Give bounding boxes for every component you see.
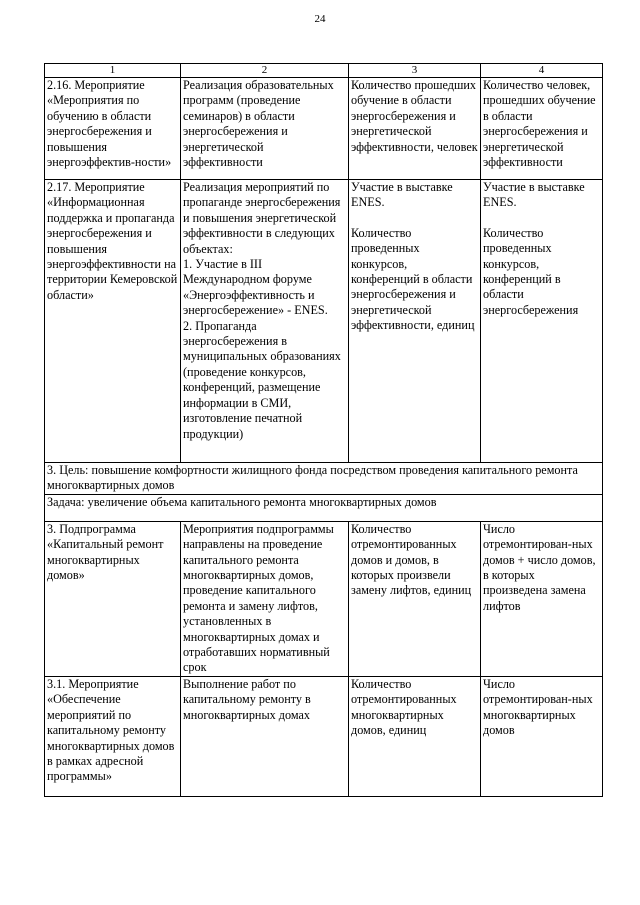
header-col-3: 3 xyxy=(349,64,481,78)
task-text: Задача: увеличение объема капитального ремонта многоквартирных домов xyxy=(45,494,603,521)
indicator-name-cell: Количество прошедших обучение в области энергосбережения и энергетической эффективности, человек xyxy=(349,78,481,180)
table-header-row xyxy=(45,64,603,78)
task-row xyxy=(45,494,603,521)
measure-content-item-2: 2. Пропаганда энергосбережения в муниципальных образованиях (проведение конкурсов, конференций, размещение информации в СМИ, изготовление печатной продукции) xyxy=(183,318,341,441)
table-row xyxy=(45,676,603,796)
method-part-b: Количество проведенных конкурсов, конференций в области энергосбережения xyxy=(483,225,579,317)
header-col-1: 1 xyxy=(45,64,181,78)
method-part-a: Участие в выставке ENES. xyxy=(483,180,585,210)
measure-name-cell: 3.1. Мероприятие «Обеспечение мероприятий по капитальному ремонту многоквартирных домов в рамках адресной программы» xyxy=(45,676,181,796)
indicators-table xyxy=(44,63,603,797)
indicator-method-cell xyxy=(481,180,603,463)
measure-content-cell xyxy=(181,180,349,463)
goal-text: 3. Цель: повышение комфортности жилищного фонда посредством проведения капитального ремонта многоквартирных домов xyxy=(45,463,603,495)
measure-content-item-1: 1. Участие в III Международном форуме «Энергоэффективность и энергосбережение» - ENES. xyxy=(183,257,328,318)
indicator-method-cell: Количество человек, прошедших обучение в области энергосбережения и энергетической эффективности xyxy=(481,78,603,180)
table-row xyxy=(45,78,603,180)
indicator-name-cell xyxy=(349,180,481,463)
measure-content-intro: Реализация мероприятий по пропаганде энергосбережения и повышения энергетической эффективности в следующих объектах: xyxy=(183,180,341,256)
header-col-4: 4 xyxy=(481,64,603,78)
measure-content-cell: Выполнение работ по капитальному ремонту в многоквартирных домах xyxy=(181,676,349,796)
table-row xyxy=(45,180,603,463)
indicator-name-cell: Количество отремонтированных многоквартирных домов, единиц xyxy=(349,676,481,796)
indicator-part-b: Количество проведенных конкурсов, конференций в области энергосбережения и энергетической эффективности, единиц xyxy=(351,225,475,333)
indicator-part-a: Участие в выставке ENES. xyxy=(351,180,453,210)
measure-content-cell: Реализация образовательных программ (проведение семинаров) в области энергосбережения и энергетической эффективности xyxy=(181,78,349,180)
table-row xyxy=(45,521,603,676)
goal-row xyxy=(45,463,603,495)
measure-name-cell: 3. Подпрограмма «Капитальный ремонт многоквартирных домов» xyxy=(45,521,181,676)
measure-name-cell: 2.16. Мероприятие «Мероприятия по обучению в области энергосбережения и повышения энергоэффектив-ности» xyxy=(45,78,181,180)
measure-content-cell: Мероприятия подпрограммы направлены на проведение капитального ремонта многоквартирных домов, проведение капитального ремонта и замену лифтов, установленных в многоквартирных домах и отработавших нормативный срок xyxy=(181,521,349,676)
indicator-method-cell: Число отремонтирован-ных многоквартирных домов xyxy=(481,676,603,796)
header-col-2: 2 xyxy=(181,64,349,78)
indicator-name-cell: Количество отремонтированных домов и домов, в которых произвели замену лифтов, единиц xyxy=(349,521,481,676)
measure-name-cell: 2.17. Мероприятие «Информационная поддержка и пропаганда энергосбережения и повышения энергоэффективности на территории Кемеровской области» xyxy=(45,180,181,463)
indicator-method-cell: Число отремонтирован-ных домов + число домов, в которых произведена замена лифтов xyxy=(481,521,603,676)
page-number: 24 xyxy=(314,13,326,25)
